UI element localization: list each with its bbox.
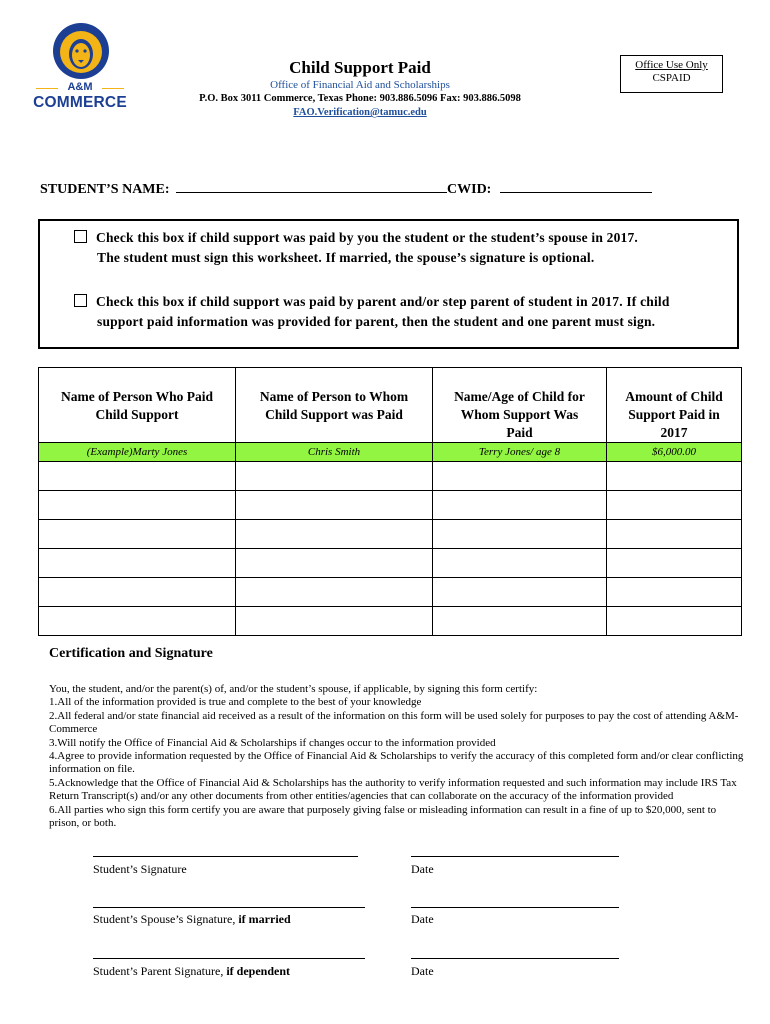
office-use-title: Office Use Only bbox=[635, 59, 708, 71]
table-row bbox=[39, 578, 742, 607]
parent-signature-label: Student’s Parent Signature, if dependent bbox=[93, 964, 291, 978]
table-row bbox=[39, 491, 742, 520]
example-child: Terry Jones/ age 8 bbox=[433, 443, 607, 462]
office-address: P.O. Box 3011 Commerce, Texas Phone: 903.886.5096 Fax: 903.886.5098 bbox=[199, 93, 521, 104]
table-cell[interactable] bbox=[236, 578, 433, 607]
table-header-row bbox=[39, 368, 742, 443]
child-support-table bbox=[38, 367, 742, 636]
student-date-label: Date bbox=[411, 862, 434, 876]
table-cell[interactable] bbox=[39, 462, 236, 491]
student-name-label: STUDENT’S NAME: bbox=[40, 182, 170, 197]
cert-item-1: 1.All of the information provided is true and complete to the best of your knowledge bbox=[49, 696, 422, 709]
checkbox-parent-line2: support paid information was provided for parent, then the student and one parent must sign. bbox=[97, 314, 656, 329]
spouse-date-label: Date bbox=[411, 912, 434, 926]
cert-item-5: 5.Acknowledge that the Office of Financial Aid & Scholarships has the authority to verify information requested and such information may include IRS Tax Return Transcript(s) and/or any other documents from other entities/agencies that can collaborate on the accuracy of the information provided bbox=[49, 776, 737, 803]
student-paid-checkbox[interactable] bbox=[74, 230, 87, 243]
table-cell[interactable] bbox=[39, 607, 236, 636]
logo-commerce-text: COMMERCE bbox=[33, 94, 127, 111]
table-cell[interactable] bbox=[433, 578, 607, 607]
table-cell[interactable] bbox=[433, 491, 607, 520]
office-name: Office of Financial Aid and Scholarships bbox=[270, 79, 450, 91]
example-amount: $6,000.00 bbox=[607, 443, 742, 462]
checkbox-option-student bbox=[74, 228, 638, 268]
student-name-field[interactable] bbox=[176, 180, 447, 193]
logo-am-text: A&M bbox=[34, 81, 126, 95]
table-cell[interactable] bbox=[607, 549, 742, 578]
table-cell[interactable] bbox=[607, 578, 742, 607]
table-cell[interactable] bbox=[236, 549, 433, 578]
checkbox-student-line1: Check this box if child support was paid by you the student or the student’s spouse in 2017. bbox=[96, 230, 639, 245]
example-payee: Chris Smith bbox=[236, 443, 433, 462]
cert-item-4: 4.Agree to provide information requested by the Office of Financial Aid & Scholarships to verify the accuracy of this completed form and/or clear conflicting information on file. bbox=[49, 750, 744, 776]
table-cell[interactable] bbox=[39, 549, 236, 578]
table-row bbox=[39, 607, 742, 636]
table-cell[interactable] bbox=[607, 462, 742, 491]
certification-title: Certification and Signature bbox=[49, 646, 213, 661]
table-cell[interactable] bbox=[607, 607, 742, 636]
table-cell[interactable] bbox=[607, 491, 742, 520]
cert-item-2: 2.All federal and/or state financial aid received as a result of the information on this form will be used solely for purposes to pay the cost of attending A&M-Commerce bbox=[49, 709, 739, 736]
table-cell[interactable] bbox=[433, 549, 607, 578]
cert-item-6: 6.All parties who sign this form certify you are aware that purposely giving false or misleading information can result in a fine of up to $20,000, sent to prison, or both. bbox=[49, 803, 717, 830]
spouse-date-line[interactable] bbox=[411, 907, 619, 908]
header-child: Name/Age of Child for Whom Support Was Paid bbox=[433, 368, 607, 443]
table-cell[interactable] bbox=[39, 578, 236, 607]
parent-date-label: Date bbox=[411, 964, 434, 978]
university-logo bbox=[30, 22, 130, 118]
lion-head-icon bbox=[52, 22, 110, 80]
office-use-box bbox=[620, 55, 723, 93]
table-cell[interactable] bbox=[607, 520, 742, 549]
parent-paid-checkbox[interactable] bbox=[74, 294, 87, 307]
student-date-line[interactable] bbox=[411, 856, 619, 857]
office-use-code: CSPAID bbox=[652, 72, 691, 84]
table-cell[interactable] bbox=[433, 462, 607, 491]
student-signature-label: Student’s Signature bbox=[93, 862, 187, 876]
table-cell[interactable] bbox=[433, 607, 607, 636]
checkbox-option-parent bbox=[74, 292, 670, 332]
table-cell[interactable] bbox=[433, 520, 607, 549]
table-cell[interactable] bbox=[236, 462, 433, 491]
table-row bbox=[39, 549, 742, 578]
header-payer: Name of Person Who Paid Child Support bbox=[39, 368, 236, 443]
checkbox-parent-line1: Check this box if child support was paid by parent and/or step parent of student in 2017. If child bbox=[96, 294, 670, 309]
table-cell[interactable] bbox=[236, 607, 433, 636]
cwid-field[interactable] bbox=[500, 180, 652, 193]
table-cell[interactable] bbox=[39, 491, 236, 520]
checkbox-section bbox=[38, 219, 739, 349]
parent-signature-line[interactable] bbox=[93, 958, 365, 959]
table-cell[interactable] bbox=[39, 520, 236, 549]
table-row bbox=[39, 462, 742, 491]
example-row bbox=[39, 443, 742, 462]
email-link[interactable]: FAO.Verification@tamuc.edu bbox=[293, 107, 427, 118]
cert-intro: You, the student, and/or the parent(s) of, and/or the student’s spouse, if applicable, by signing this form certify: bbox=[49, 683, 538, 695]
cert-item-3: 3.Will notify the Office of Financial Aid & Scholarships if changes occur to the information provided bbox=[49, 736, 496, 749]
example-payer: (Example)Marty Jones bbox=[39, 443, 236, 462]
certification-text bbox=[49, 683, 744, 830]
header-payee: Name of Person to Whom Child Support was Paid bbox=[236, 368, 433, 443]
table-cell[interactable] bbox=[236, 491, 433, 520]
table-cell[interactable] bbox=[236, 520, 433, 549]
header-amount: Amount of Child Support Paid in 2017 bbox=[607, 368, 742, 443]
form-title: Child Support Paid bbox=[289, 58, 431, 77]
checkbox-student-line2: The student must sign this worksheet. If married, the spouse’s signature is optional. bbox=[97, 250, 595, 265]
parent-date-line[interactable] bbox=[411, 958, 619, 959]
cwid-label: CWID: bbox=[447, 182, 492, 197]
spouse-signature-label: Student’s Spouse’s Signature, if married bbox=[93, 912, 291, 926]
table-row bbox=[39, 520, 742, 549]
student-info-row bbox=[40, 180, 720, 198]
spouse-signature-line[interactable] bbox=[93, 907, 365, 908]
student-signature-line[interactable] bbox=[93, 856, 358, 857]
